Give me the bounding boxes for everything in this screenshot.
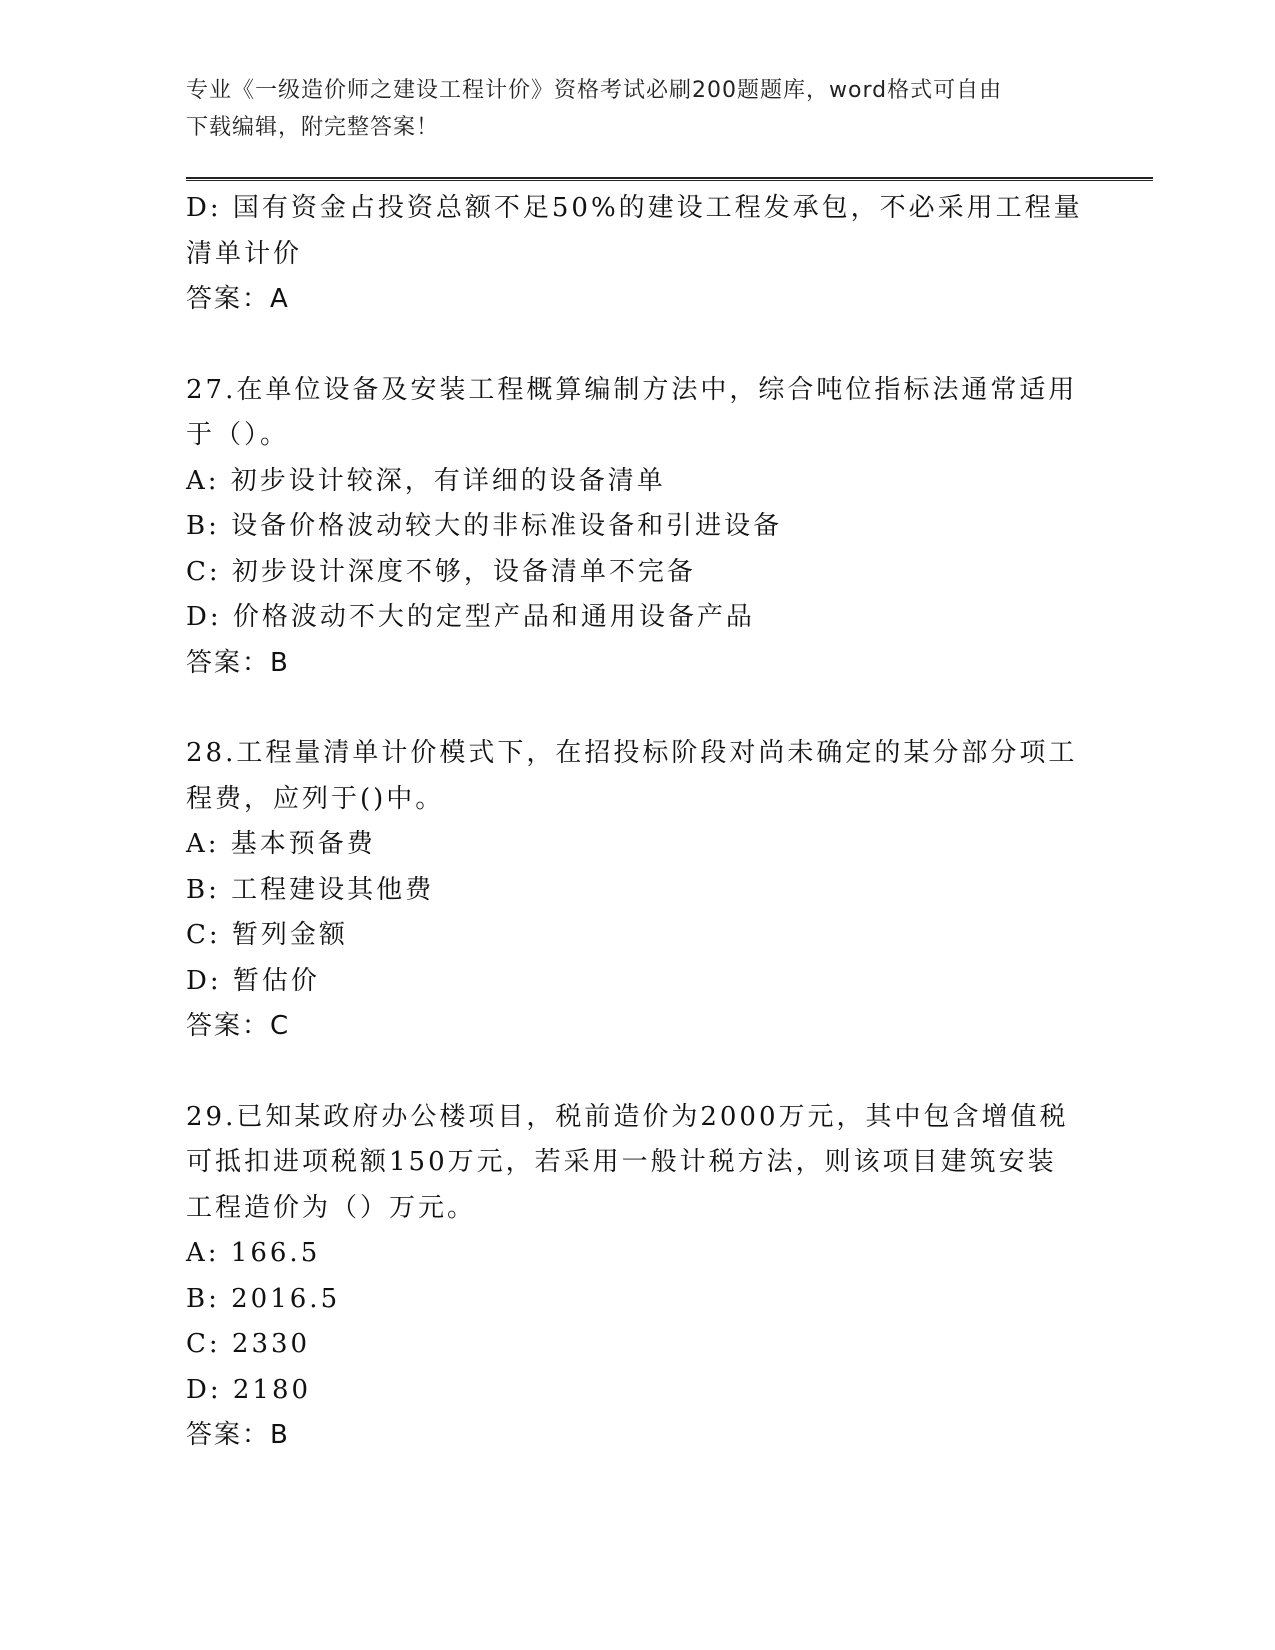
option-a: A: 基本预备费	[186, 829, 376, 859]
option-d-continued: 清单计价	[186, 238, 303, 269]
header-line-1: 专业《一级造价师之建设工程计价》资格考试必刷200题题库，word格式可自由	[186, 78, 1003, 103]
question-stem-continued: 程费，应列于()中。	[186, 783, 445, 814]
option-d: D: 国有资金占投资总额不足50%的建设工程发承包，不必采用工程量	[186, 193, 1083, 223]
spacer	[186, 323, 1066, 368]
option-b: B: 工程建设其他费	[186, 874, 435, 905]
answer-line: 答案：A	[186, 284, 290, 314]
header-divider	[186, 177, 1153, 181]
question-27	[186, 368, 1078, 687]
question-stem-continued: 于（）。	[186, 420, 290, 450]
question-stem: 27.在单位设备及安装工程概算编制方法中，综合吨位指标法通常适用	[186, 374, 1078, 405]
question-stem: 28.工程量清单计价模式下，在招投标阶段对尚未确定的某分部分项工	[186, 738, 1078, 768]
option-b: B: 设备价格波动较大的非标准设备和引进设备	[186, 511, 783, 541]
option-b: B: 2016.5	[186, 1283, 341, 1314]
question-29	[186, 1095, 1069, 1459]
option-d: D: 暂估价	[186, 965, 320, 996]
question-stem-continued: 工程造价为（）万元。	[186, 1192, 477, 1223]
option-a: A: 初步设计较深，有详细的设备清单	[186, 465, 666, 496]
spacer	[186, 1050, 1066, 1095]
option-a: A: 166.5	[186, 1238, 321, 1268]
answer-line: 答案：C	[186, 1011, 291, 1041]
question-28	[186, 731, 1078, 1050]
spacer	[186, 686, 1066, 731]
option-d: D: 价格波动不大的定型产品和通用设备产品	[186, 602, 755, 632]
carryover-question	[186, 186, 1083, 323]
document-body	[186, 186, 1083, 1459]
option-d: D: 2180	[186, 1374, 312, 1405]
answer-line: 答案：B	[186, 1420, 290, 1450]
option-c: C: 2330	[186, 1329, 311, 1359]
question-stem-continued: 可抵扣进项税额150万元，若采用一般计税方法，则该项目建筑安装	[186, 1147, 1057, 1177]
document-header	[186, 72, 1066, 146]
question-stem: 29.已知某政府办公楼项目，税前造价为2000万元，其中包含增值税	[186, 1101, 1069, 1132]
option-c: C: 初步设计深度不够，设备清单不完备	[186, 556, 696, 587]
option-c: C: 暂列金额	[186, 920, 348, 950]
header-line-2: 下载编辑，附完整答案！	[186, 115, 440, 140]
answer-line: 答案：B	[186, 647, 290, 678]
